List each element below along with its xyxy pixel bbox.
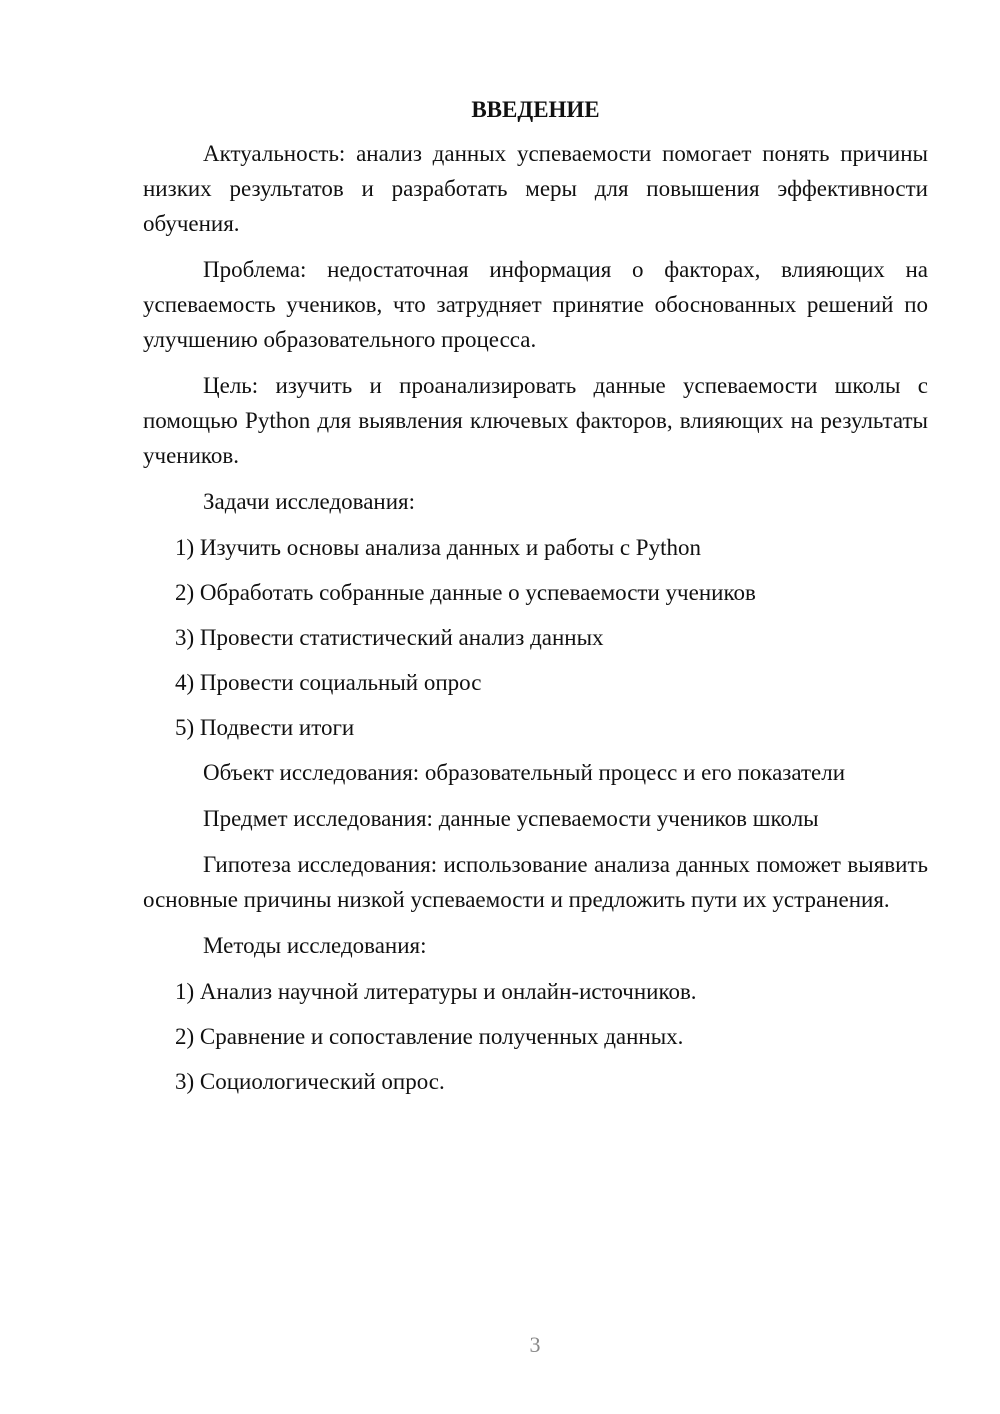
object-line: Объект исследования: образовательный процесс и его показатели — [203, 760, 846, 785]
methods-title: Методы исследования: — [203, 933, 427, 958]
method-item: 1) Анализ научной литературы и онлайн-источников. — [175, 979, 697, 1004]
goal-paragraph: Цель: изучить и проанализировать данные успеваемости школы с помощью Python для выявления ключевых факторов, влияющих на результаты учеников. — [143, 373, 928, 468]
document-body — [143, 92, 928, 1109]
hypothesis-paragraph: Гипотеза исследования: использование анализа данных поможет выявить основные причины низкой успеваемости и предложить пути их устранения. — [143, 852, 928, 912]
tasks-title: Задачи исследования: — [203, 489, 416, 514]
task-item: 3) Провести статистический анализ данных — [175, 625, 604, 650]
subject-line: Предмет исследования: данные успеваемости учеников школы — [203, 806, 819, 831]
task-item: 2) Обработать собранные данные о успеваемости учеников — [175, 580, 756, 605]
relevance-paragraph: Актуальность: анализ данных успеваемости помогает понять причины низких результатов и разработать меры для повышения эффективности обучения. — [143, 141, 928, 236]
task-item: 1) Изучить основы анализа данных и работы с Python — [175, 535, 701, 560]
section-heading: ВВЕДЕНИЕ — [471, 97, 600, 122]
problem-paragraph: Проблема: недостаточная информация о факторах, влияющих на успеваемость учеников, что затрудняет принятие обоснованных решений по улучшению образовательного процесса. — [143, 257, 928, 352]
page-number: 3 — [529, 1332, 541, 1357]
method-item: 2) Сравнение и сопоставление полученных данных. — [175, 1024, 684, 1049]
method-item: 3) Социологический опрос. — [175, 1069, 445, 1094]
task-item: 5) Подвести итоги — [175, 715, 355, 740]
task-item: 4) Провести социальный опрос — [175, 670, 482, 695]
